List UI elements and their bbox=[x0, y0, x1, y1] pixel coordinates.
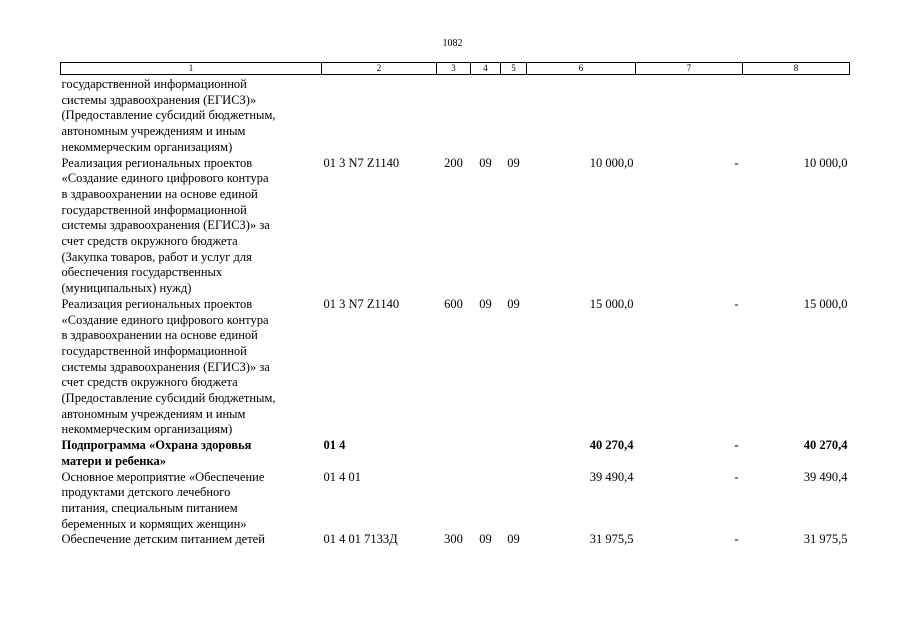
expense-type-cell: 200 bbox=[444, 155, 463, 170]
column-header: 2 bbox=[322, 63, 437, 75]
expense-type-cell: 300 bbox=[444, 532, 463, 547]
amount-cell: 15 000,0 bbox=[589, 296, 634, 311]
subsection-cell: 09 bbox=[507, 155, 520, 170]
column-header: 4 bbox=[471, 63, 501, 75]
budget-table bbox=[60, 62, 850, 548]
target-code-cell bbox=[322, 75, 437, 156]
column-header: 5 bbox=[501, 63, 527, 75]
subsection-cell bbox=[501, 438, 527, 469]
amount-cell: 39 490,4 bbox=[589, 469, 634, 484]
column-header: 1 bbox=[61, 63, 322, 75]
amount-cell: 10 000,0 bbox=[589, 155, 634, 170]
amount-cell: 40 270,4 bbox=[589, 438, 634, 453]
table-row bbox=[61, 470, 850, 533]
row-name-cell: Реализация региональных проектов «Создание единого цифрового контура в здравоохранении на основе единой государственной информационной системы здравоохранения (ЕГИСЗ)» за счет средств окружного бюджета (Закупка товаров, работ и услуг для обеспечения государственных (муниципальных) нужд) bbox=[61, 155, 270, 296]
row-name-cell: Основное мероприятие «Обеспечение продуктами детского лечебного питания, специальным питанием беременных и кормящих женщин» bbox=[61, 469, 265, 531]
amount-cell: - bbox=[734, 296, 739, 311]
amount-cell: - bbox=[734, 155, 739, 170]
column-header: 3 bbox=[437, 63, 471, 75]
subsection-cell bbox=[501, 470, 527, 533]
amount-cell: 40 270,4 bbox=[803, 438, 848, 453]
row-name-cell: Обеспечение детским питанием детей bbox=[61, 532, 265, 547]
target-code-cell: 01 4 01 7133Д bbox=[323, 532, 398, 547]
row-name-cell: государственной информационной системы здравоохранения (ЕГИСЗ)» (Предоставление субсидий бюджетным, автономным учреждениям и иным некоммерческим организациям) bbox=[61, 77, 276, 154]
row-name-cell: Реализация региональных проектов «Создание единого цифрового контура в здравоохранении на основе единой государственной информационной системы здравоохранения (ЕГИСЗ)» за счет средств окружного бюджета (Предоставление субсидий бюджетным, автономным учреждениям и иным некоммерческим организациям) bbox=[61, 296, 276, 437]
page-number: 1082 bbox=[442, 38, 463, 49]
subsection-cell: 09 bbox=[507, 532, 520, 547]
amount-cell: - bbox=[734, 469, 739, 484]
row-name-cell: Подпрограмма «Охрана здоровья матери и ребенка» bbox=[61, 438, 252, 468]
section-cell: 09 bbox=[479, 296, 492, 311]
subsection-cell bbox=[501, 75, 527, 156]
amount-cell: 15 000,0 bbox=[803, 296, 848, 311]
column-number-row bbox=[61, 63, 850, 75]
table-row bbox=[61, 297, 850, 438]
target-code-cell: 01 3 N7 Z1140 bbox=[323, 296, 400, 311]
target-code-cell: 01 3 N7 Z1140 bbox=[323, 155, 400, 170]
expense-type-cell: 600 bbox=[444, 296, 463, 311]
target-code-cell: 01 4 01 bbox=[323, 469, 361, 484]
table-row bbox=[61, 156, 850, 297]
section-cell bbox=[471, 75, 501, 156]
section-cell: 09 bbox=[479, 155, 492, 170]
amount-cell: 31 975,5 bbox=[589, 532, 634, 547]
column-header: 6 bbox=[527, 63, 636, 75]
expense-type-cell bbox=[437, 470, 471, 533]
amount-cell: - bbox=[734, 438, 739, 453]
section-cell bbox=[471, 470, 501, 533]
amount-cell: 10 000,0 bbox=[803, 155, 848, 170]
table-row bbox=[61, 75, 850, 156]
target-code-cell: 01 4 bbox=[323, 438, 346, 453]
section-cell bbox=[471, 438, 501, 469]
amount-cell bbox=[743, 75, 850, 156]
section-cell: 09 bbox=[479, 532, 492, 547]
column-header: 8 bbox=[743, 63, 850, 75]
amount-cell bbox=[527, 75, 636, 156]
expense-type-cell bbox=[437, 438, 471, 469]
expense-type-cell bbox=[437, 75, 471, 156]
amount-cell: 39 490,4 bbox=[803, 469, 848, 484]
subsection-cell: 09 bbox=[507, 296, 520, 311]
table-row bbox=[61, 438, 850, 469]
amount-cell: 31 975,5 bbox=[803, 532, 848, 547]
amount-cell bbox=[636, 75, 743, 156]
table-row bbox=[61, 532, 850, 548]
column-header: 7 bbox=[636, 63, 743, 75]
amount-cell: - bbox=[734, 532, 739, 547]
